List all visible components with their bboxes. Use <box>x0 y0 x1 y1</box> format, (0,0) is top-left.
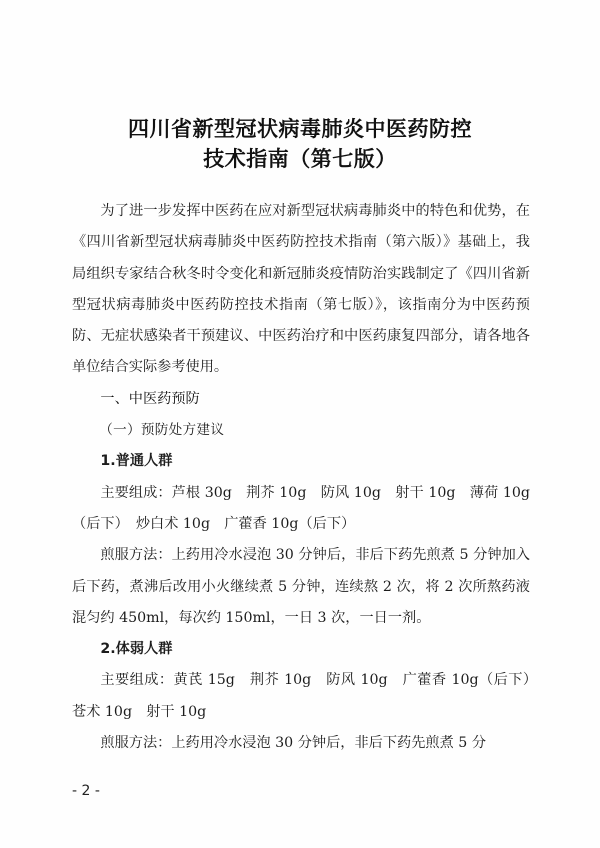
group1-composition-paragraph: 主要组成：芦根 30g 荆芥 10g 防风 10g 射干 10g 薄荷 10g（后下） 炒白术 10g 广藿香 10g（后下） <box>72 484 530 532</box>
section-heading-prevention: 一、中医药预防 <box>100 390 200 407</box>
subsection-heading-prescription: （一）预防处方建议 <box>99 422 225 439</box>
page-number: - 2 - <box>72 783 100 799</box>
group-heading-general-population: 1.普通人群 <box>100 453 173 470</box>
group-heading-weak-population: 2.体弱人群 <box>100 641 173 658</box>
group2-method-paragraph: 煎服方法：上药用冷水浸泡 30 分钟后，非后下药先煎煮 5 分 <box>100 735 487 752</box>
intro-paragraph: 为了进一步发挥中医药在应对新型冠状病毒肺炎中的特色和优势，在《四川省新型冠状病毒肺炎中医药防控技术指南（第六版）》基础上，我局组织专家结合秋冬时令变化和新冠肺炎疫情防治实践制定了《四川省新型冠状病毒肺炎中医药防控技术指南（第七版）》，该指南分为中医药预防、无症状感染者干预建议、中医药治疗和中医药康复四部分，请各地各单位结合实际参考使用。 <box>72 203 530 376</box>
document-title-line-1: 四川省新型冠状病毒肺炎中医药防控 <box>128 117 472 141</box>
group2-composition-paragraph: 主要组成：黄芪 15g 荆芥 10g 防风 10g 广藿香 10g（后下） 苍术 10g 射干 10g <box>72 672 545 720</box>
group1-method-paragraph: 煎服方法：上药用冷水浸泡 30 分钟后，非后下药先煎煮 5 分钟加入后下药，煮沸后改用小火继续煮 5 分钟，连续熬 2 次，将 2 次所熬药液混匀约 450ml，每次约 150ml，一日 3 次，一日一剂。 <box>72 547 530 626</box>
document-title-line-2: 技术指南（第七版） <box>203 147 397 171</box>
document-body <box>72 196 545 759</box>
